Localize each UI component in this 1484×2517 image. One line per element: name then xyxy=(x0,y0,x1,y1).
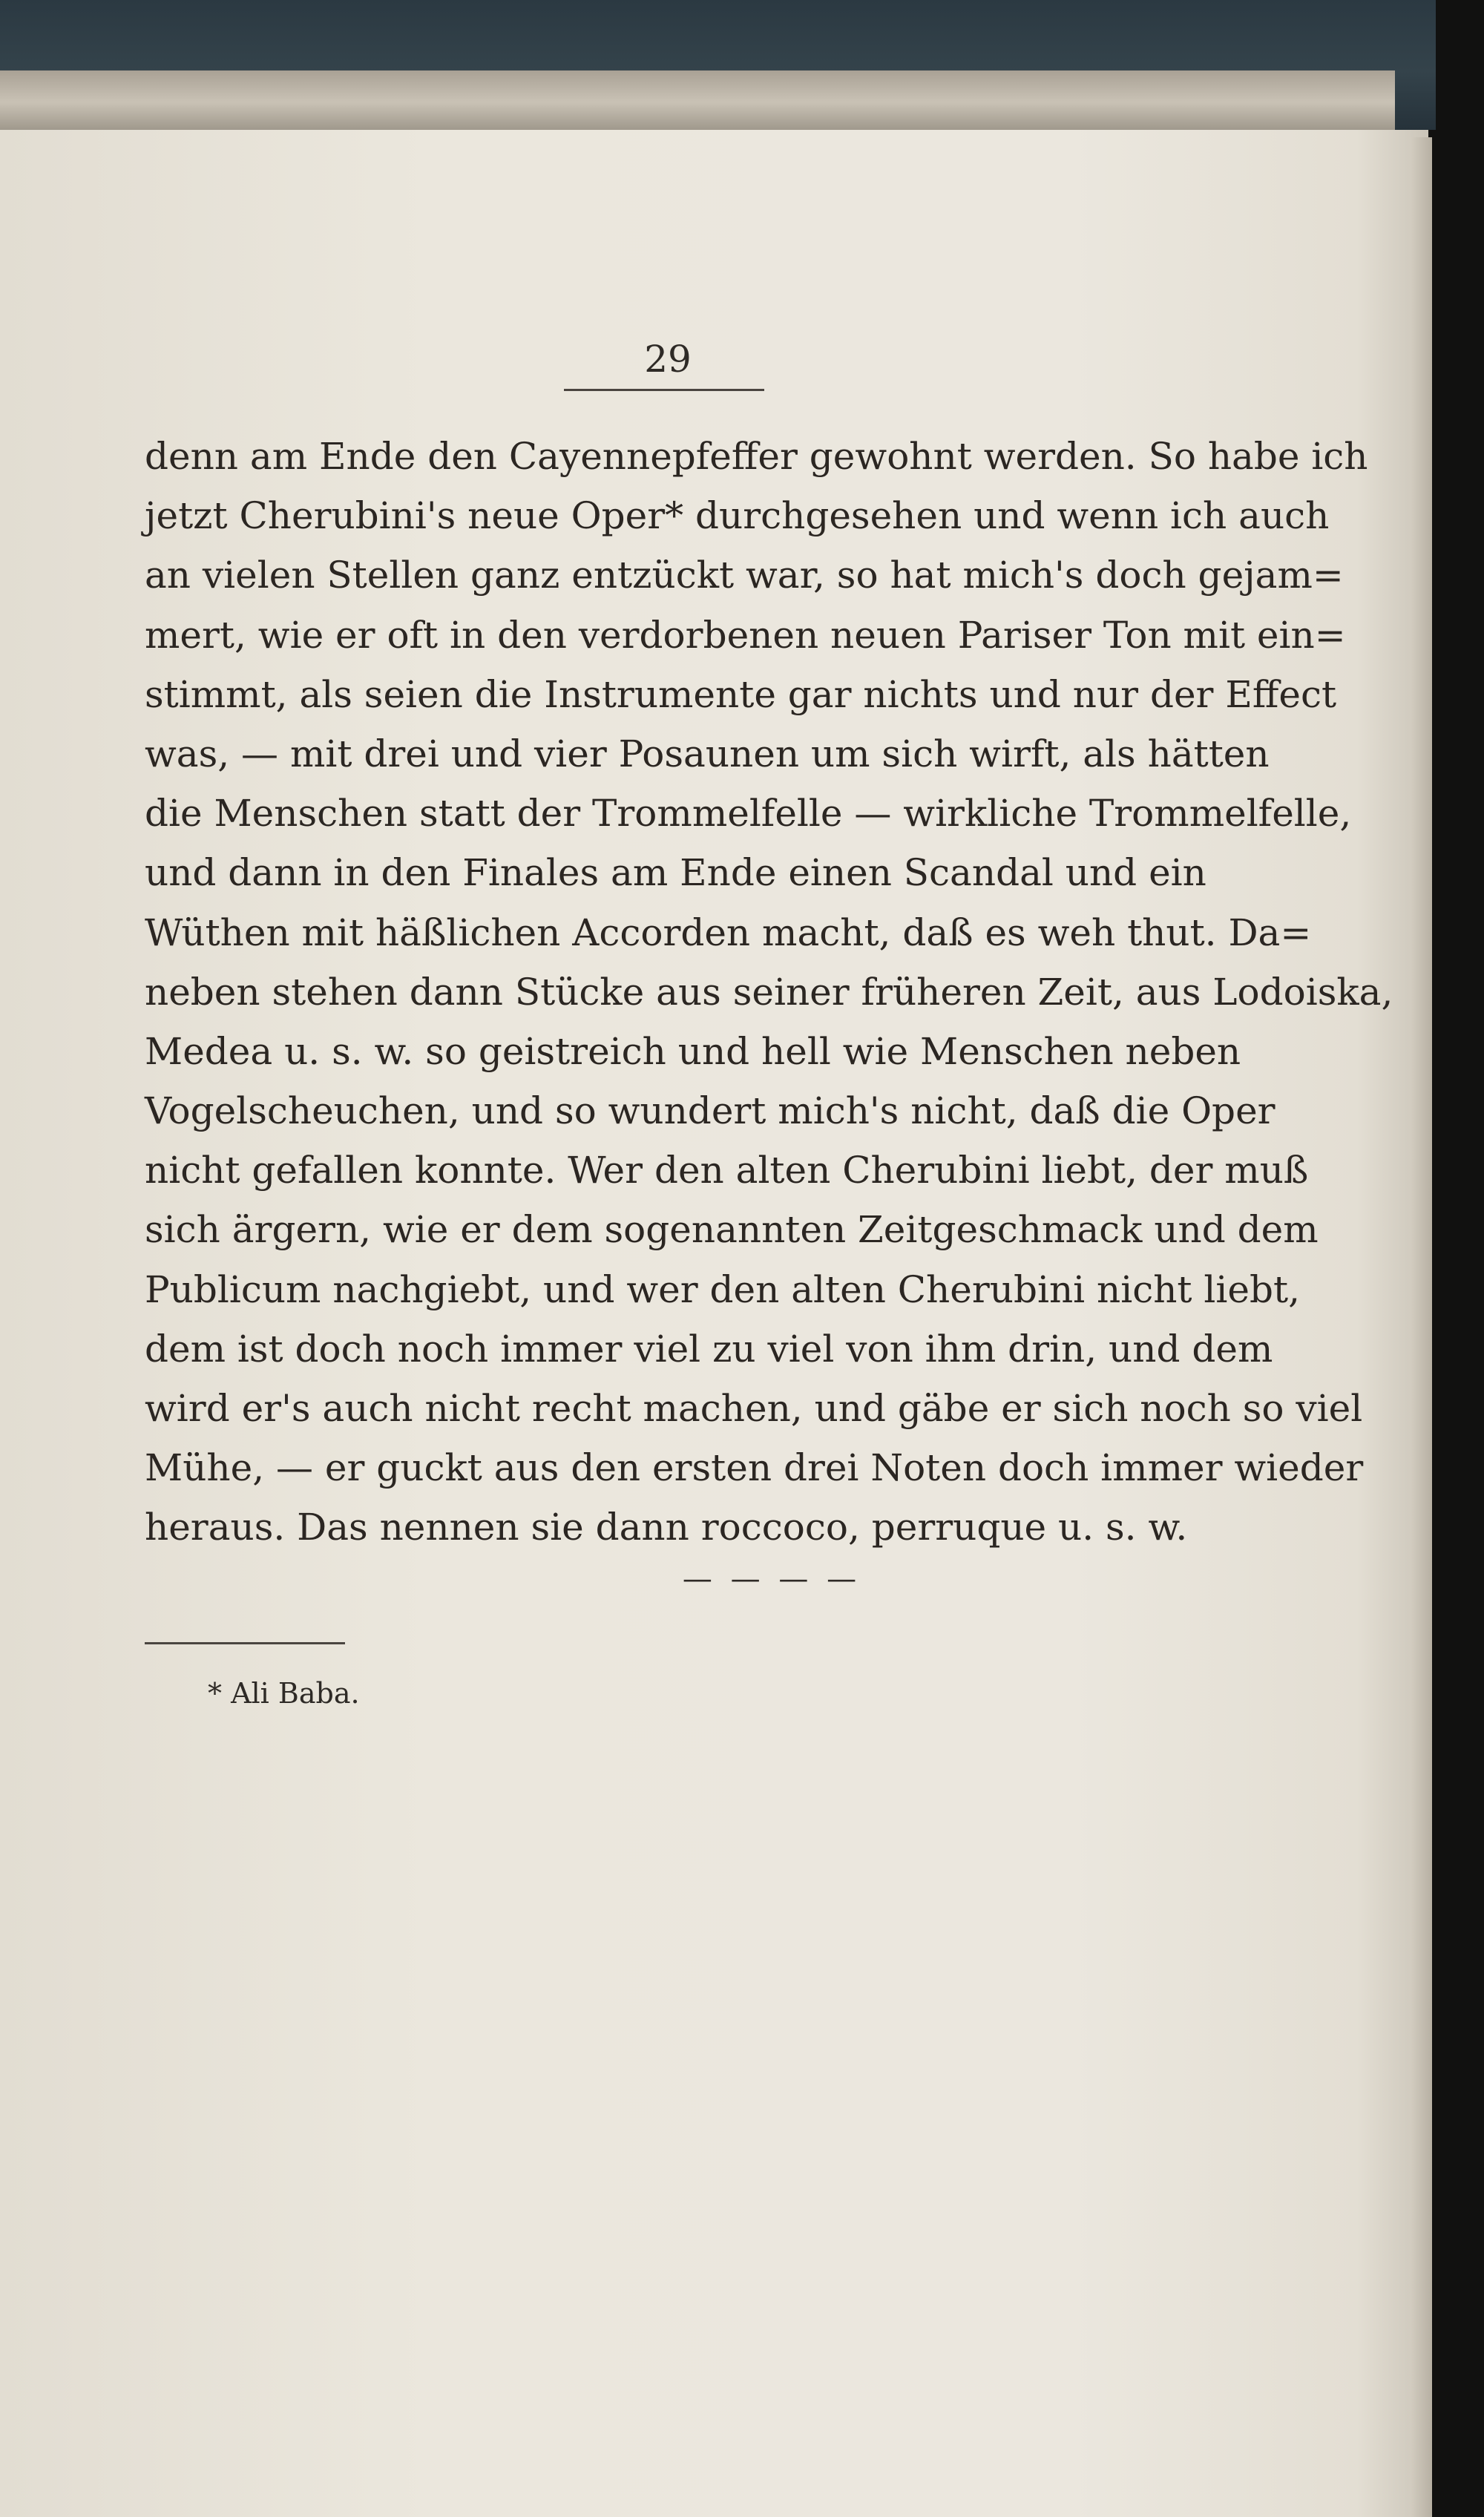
text-line: nicht gefallen konnte. Wer den alten Cherubini liebt, der muß xyxy=(145,1149,1309,1192)
text-line: jetzt Cherubini's neue Oper* durchgesehen und wenn ich auch xyxy=(145,494,1330,538)
section-break: — — — — xyxy=(682,1562,861,1596)
text-line: wird er's auch nicht recht machen, und gäbe er sich noch so viel xyxy=(145,1387,1363,1430)
text-line: stimmt, als seien die Instrumente gar nichts und nur der Effect xyxy=(145,672,1337,716)
text-line: an vielen Stellen ganz entzückt war, so hat mich's doch gejam= xyxy=(145,554,1344,597)
text-line: mert, wie er oft in den verdorbenen neuen Pariser Ton mit ein= xyxy=(145,613,1346,657)
text-line: Medea u. s. w. so geistreich und hell wie Menschen neben xyxy=(145,1029,1241,1073)
text-line: neben stehen dann Stücke aus seiner früheren Zeit, aus Lodoiska, xyxy=(145,970,1393,1014)
header-rule xyxy=(564,389,764,391)
body-text xyxy=(145,427,1393,1558)
text-line: Mühe, — er guckt aus den ersten drei Noten doch immer wieder xyxy=(145,1446,1364,1490)
text-line-last: heraus. Das nennen sie dann roccoco, perruque u. s. w. xyxy=(145,1506,1188,1549)
text-line: was, — mit drei und vier Posaunen um sich wirft, als hätten xyxy=(145,732,1270,775)
page-number: 29 xyxy=(644,338,692,381)
text-line: Vogelscheuchen, und so wundert mich's nicht, daß die Oper xyxy=(145,1089,1275,1133)
text-line: Publicum nachgiebt, und wer den alten Cherubini nicht liebt, xyxy=(145,1267,1300,1311)
text-line: die Menschen statt der Trommelfelle — wirkliche Trommelfelle, xyxy=(145,792,1352,836)
footnote: * Ali Baba. xyxy=(208,1677,360,1710)
page-right-edge xyxy=(1410,137,1432,2517)
text-line: dem ist doch noch immer viel zu viel von ihm drin, und dem xyxy=(145,1327,1273,1371)
footnote-rule xyxy=(145,1642,345,1644)
text-line: denn am Ende den Cayennepfeffer gewohnt werden. So habe ich xyxy=(145,435,1368,478)
text-line: und dann in den Finales am Ende einen Scandal und ein xyxy=(145,851,1206,895)
text-line: sich ärgern, wie er dem sogenannten Zeitgeschmack und dem xyxy=(145,1208,1319,1252)
text-line: Wüthen mit häßlichen Accorden macht, daß es weh thut. Da= xyxy=(145,910,1312,954)
